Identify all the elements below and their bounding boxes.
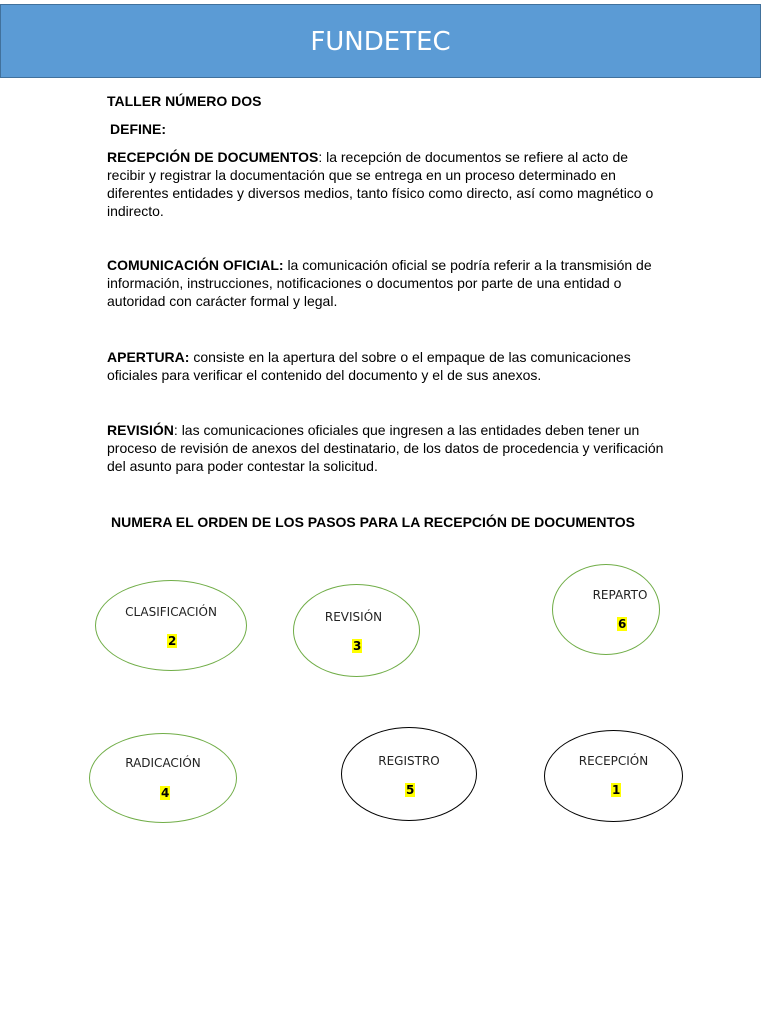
step-number: 2: [168, 634, 177, 648]
definition-text: las comunicaciones oficiales que ingresen a las entidades deben tener un proceso de revisión de anexos del destinatario, de los datos de procedencia y verificación del asunto para poder contestar la solicitud.: [107, 422, 664, 474]
step-ellipse-registro: [341, 727, 477, 821]
doc-title: TALLER NÚMERO DOS: [107, 93, 262, 109]
step-label: RADICACIÓN: [125, 756, 201, 770]
definition-revision: [107, 421, 667, 475]
definition-comunicacion: [107, 256, 667, 310]
define-heading: DEFINE:: [110, 121, 166, 137]
definition-separator: :: [173, 422, 182, 438]
step-number: 3: [353, 639, 362, 653]
header-title: FUNDETEC: [310, 27, 451, 57]
step-ellipse-radicacion: [89, 733, 237, 823]
step-ellipse-recepcion: [544, 730, 683, 822]
step-number: 1: [612, 783, 621, 797]
step-label: CLASIFICACIÓN: [125, 605, 217, 619]
definition-term: RECEPCIÓN DE DOCUMENTOS: [107, 149, 319, 165]
step-label: RECEPCIÓN: [578, 754, 649, 768]
step-label: REPARTO: [592, 588, 648, 602]
step-ellipse-reparto: [552, 564, 660, 655]
step-number: 6: [618, 617, 627, 631]
definition-term: COMUNICACIÓN OFICIAL:: [107, 257, 284, 273]
definition-text: la comunicación oficial se podría referir a la transmisión de información, instrucciones, notificaciones o documentos por parte de una entidad o autoridad con carácter formal y legal.: [107, 257, 652, 309]
steps-heading: NUMERA EL ORDEN DE LOS PASOS PARA LA RECEPCIÓN DE DOCUMENTOS: [111, 514, 636, 530]
step-ellipse-revision: [293, 584, 420, 677]
definition-apertura: [107, 348, 667, 384]
step-number: 4: [161, 786, 170, 800]
definition-separator: :: [318, 149, 327, 165]
step-ellipse-clasificacion: [95, 580, 247, 671]
step-number: 5: [406, 783, 415, 797]
step-label: REGISTRO: [378, 754, 440, 768]
definition-text: consiste en la apertura del sobre o el empaque de las comunicaciones oficiales para verificar el contenido del documento y el de sus anexos.: [107, 349, 631, 383]
definition-term: REVISIÓN: [107, 422, 174, 438]
definition-term: APERTURA:: [107, 349, 190, 365]
definition-text: la recepción de documentos se refiere al acto de recibir y registrar la documentación que se entrega en un proceso determinado en diferentes entidades y diversos medios, tanto físico como directo, así como magnético o indirecto.: [107, 149, 654, 219]
header-banner: [0, 4, 761, 78]
step-label: REVISIÓN: [324, 610, 383, 624]
definition-recepcion: [107, 148, 667, 220]
